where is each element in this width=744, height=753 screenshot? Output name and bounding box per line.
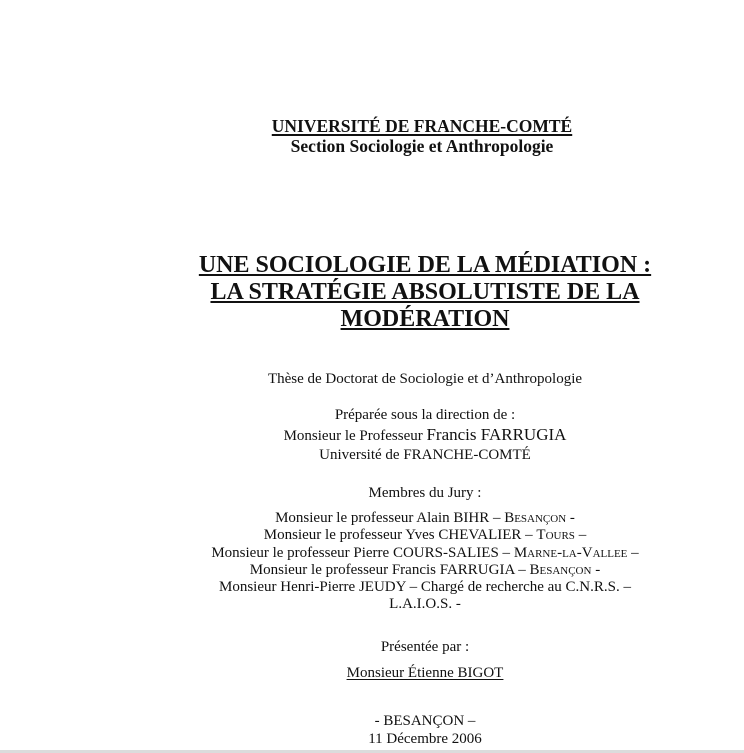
jury-member-name: Monsieur le professeur Alain BIHR –	[275, 510, 505, 526]
director-name: Francis FARRUGIA	[426, 425, 567, 444]
jury-member	[0, 596, 744, 613]
thesis-type	[0, 370, 744, 388]
jury-member	[0, 527, 744, 544]
title-line-text: MODÉRATION	[340, 306, 510, 332]
section-name: Section Sociologie et Anthropologie	[290, 136, 554, 156]
place: - BESANÇON –	[374, 713, 476, 729]
jury-member-name: L.A.I.O.S. -	[389, 596, 461, 613]
title-line-text: LA STRATÉGIE ABSOLUTISTE DE LA	[210, 279, 640, 305]
director-prefix: Monsieur le Professeur	[283, 428, 427, 444]
author-line	[0, 664, 744, 682]
jury-member-suffix: -	[591, 561, 601, 578]
date: 11 Décembre 2006	[368, 731, 482, 747]
author-name: Monsieur Étienne BIGOT	[346, 665, 504, 681]
jury-member-suffix: –	[574, 527, 587, 544]
title-line	[0, 252, 744, 279]
jury-member	[0, 579, 744, 596]
presented-label: Présentée par :	[380, 639, 470, 655]
jury-member	[0, 562, 744, 579]
title-line	[0, 279, 744, 306]
jury-member-place: Marne-la-Vallee	[513, 544, 628, 561]
jury-member-name: Monsieur le professeur Francis FARRUGIA –	[249, 561, 530, 578]
university-name	[0, 116, 744, 136]
jury-member-suffix: –	[627, 544, 639, 561]
jury-member-name: Monsieur le professeur Pierre COURS-SALIES –	[211, 544, 514, 561]
title-line	[0, 306, 744, 333]
header-block	[0, 116, 744, 156]
director-institution: Université de FRANCHE-COMTÉ	[319, 447, 531, 463]
jury-member-place: Besançon	[529, 561, 592, 578]
jury-label: Membres du Jury :	[368, 485, 482, 501]
jury-member	[0, 545, 744, 562]
presented-label-block	[0, 638, 744, 656]
jury-list	[0, 510, 744, 614]
thesis-title	[0, 252, 744, 333]
author-block	[0, 664, 744, 682]
title-line-text: UNE SOCIOLOGIE DE LA MÉDIATION :	[198, 252, 652, 278]
jury-member-place: Tours	[536, 527, 575, 544]
jury-member	[0, 510, 744, 527]
jury-member-place: Besançon	[504, 510, 567, 526]
jury-member-name: Monsieur Henri-Pierre JEUDY – Chargé de recherche au C.N.R.S. –	[219, 579, 631, 596]
direction-label: Préparée sous la direction de :	[334, 407, 516, 423]
jury-member-name: Monsieur le professeur Yves CHEVALIER –	[263, 527, 537, 544]
university-name-text: UNIVERSITÉ DE FRANCHE-COMTÉ	[271, 116, 573, 136]
jury-member-suffix: -	[566, 510, 575, 526]
thesis-type-text: Thèse de Doctorat de Sociologie et d’Anthropologie	[267, 371, 583, 387]
direction-block	[0, 406, 744, 465]
director-line	[0, 425, 744, 446]
jury-label-block	[0, 484, 744, 502]
place-date-block	[0, 712, 744, 748]
